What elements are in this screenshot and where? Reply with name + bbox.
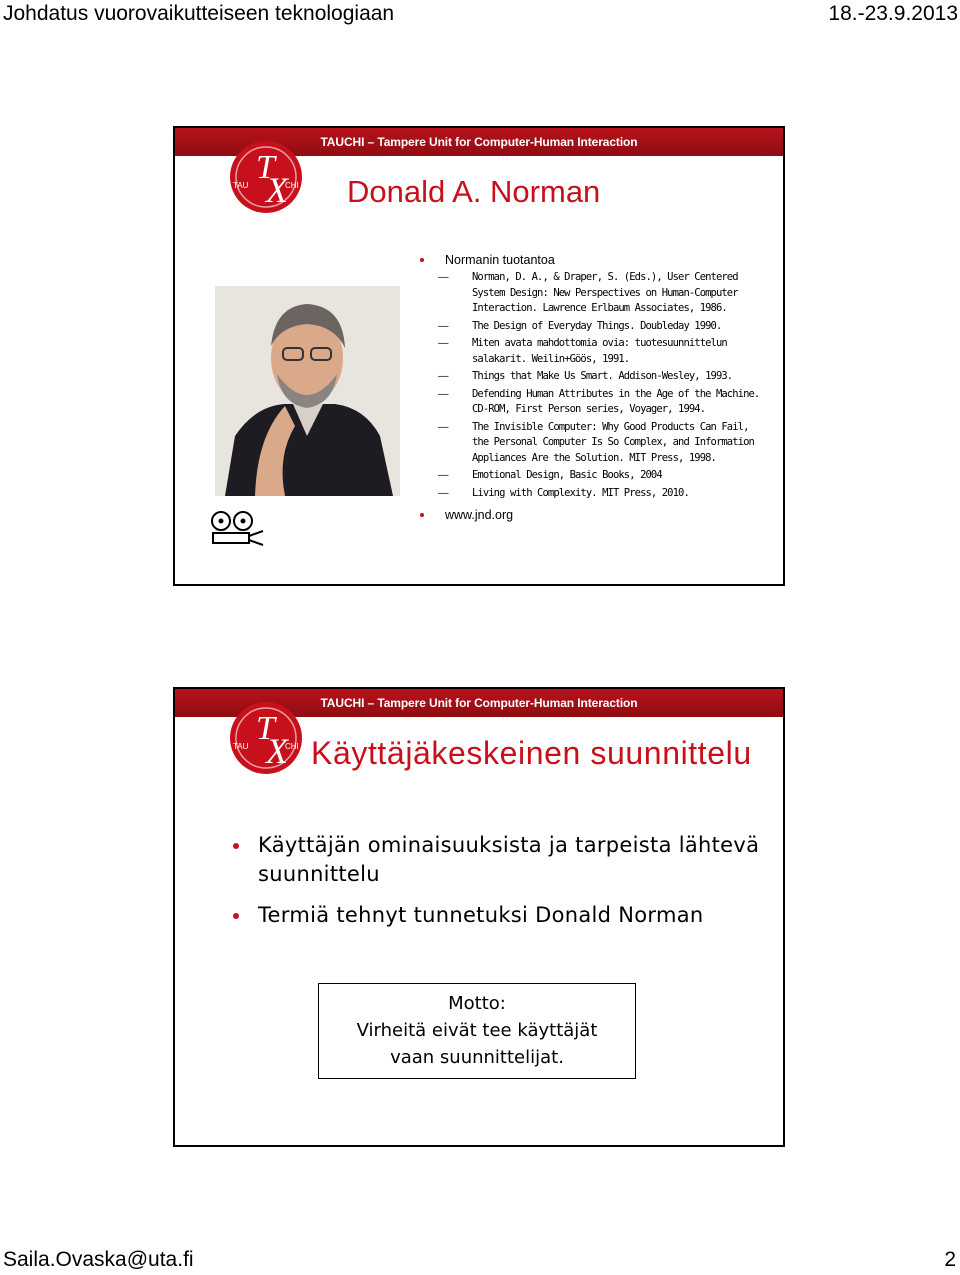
list-item: — Norman, D. A., & Draper, S. (Eds.), User Centered System Design: New Perspectives on Human-Computer Interaction. Lawrence Erlbaum Associates, 1986. [415, 270, 760, 317]
website-link[interactable]: www.jnd.org [415, 507, 760, 523]
list-heading: Normanin tuotantoa [415, 252, 760, 268]
motto-line-2: vaan suunnittelijat. [390, 1047, 564, 1068]
film-camera-icon [209, 509, 267, 549]
page-footer-left[interactable]: Saila.Ovaska@uta.fi [3, 1248, 194, 1271]
logo-text-right: CHI [285, 742, 299, 751]
slide-header-text: TAUCHI – Tampere Unit for Computer-Human Interaction [320, 135, 638, 149]
slide-donald-norman [173, 126, 785, 586]
svg-text:X: X [266, 170, 288, 210]
slide-header-text: TAUCHI – Tampere Unit for Computer-Human Interaction [320, 696, 638, 710]
publications-list [415, 252, 760, 523]
list-item: Termiä tehnyt tunnetuksi Donald Norman [230, 901, 770, 930]
svg-text:T: T [256, 710, 275, 747]
motto-label: Motto: [448, 993, 506, 1014]
bullet-list [230, 831, 770, 942]
portrait-photo [215, 286, 400, 496]
logo-text-right: CHI [285, 181, 299, 190]
tauchi-logo-icon [227, 138, 305, 216]
tauchi-logo-icon [227, 699, 305, 777]
page-header-right: 18.-23.9.2013 [828, 2, 958, 25]
motto-box [318, 983, 636, 1079]
reference-list [415, 270, 760, 501]
logo-text-left: TAU [233, 742, 249, 751]
slide-title: Käyttäjäkeskeinen suunnittelu [311, 735, 752, 771]
page-number: 2 [944, 1248, 956, 1271]
slide-user-centered-design [173, 687, 785, 1147]
motto-line-1: Virheitä eivät tee käyttäjät [356, 1020, 598, 1041]
svg-text:X: X [266, 731, 288, 771]
list-item: — Things that Make Us Smart. Addison-Wesley, 1993. [415, 369, 760, 385]
slide-title: Donald A. Norman [347, 174, 601, 209]
list-item: — The Invisible Computer: Why Good Products Can Fail, the Personal Computer Is So Complex, and Information Appliances Are the Solution. MIT Press, 1998. [415, 420, 760, 467]
list-item: — Emotional Design, Basic Books, 2004 [415, 468, 760, 484]
list-item: — Defending Human Attributes in the Age of the Machine. CD-ROM, First Person series, Voyager, 1994. [415, 387, 760, 418]
list-item: — Miten avata mahdottomia ovia: tuotesuunnittelun salakarit. Weilin+Göös, 1991. [415, 336, 760, 367]
page-header-left: Johdatus vuorovaikutteiseen teknologiaan [3, 2, 395, 25]
list-item: Käyttäjän ominaisuuksista ja tarpeista lähtevä suunnittelu [230, 831, 770, 889]
svg-text:T: T [256, 149, 275, 186]
list-item: — Living with Complexity. MIT Press, 2010. [415, 486, 760, 502]
logo-text-left: TAU [233, 181, 249, 190]
list-item: — The Design of Everyday Things. Doubleday 1990. [415, 319, 760, 335]
